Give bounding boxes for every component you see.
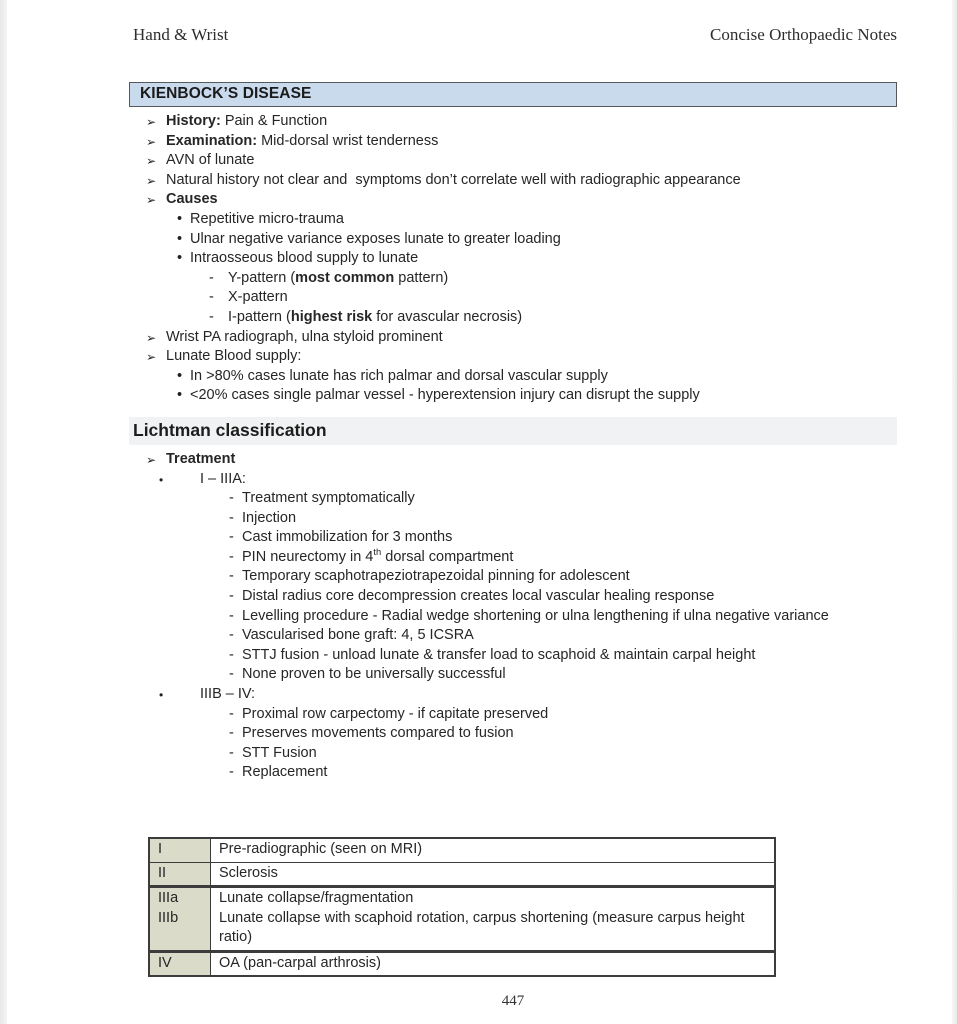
list-item xyxy=(129,509,897,529)
list-item-text xyxy=(166,152,254,168)
dash-bullet-icon: - xyxy=(229,646,234,663)
text-segment: STTJ fusion - unload lunate & transfer load to scaphoid & maintain carpal height xyxy=(242,646,756,663)
list-item-text xyxy=(242,546,514,565)
list-item-text xyxy=(200,686,255,702)
dash-bullet-icon: - xyxy=(229,568,234,585)
arrow-bullet-icon: ➢ xyxy=(146,193,157,208)
description-line: Pre-radiographic (seen on MRI) xyxy=(219,841,423,857)
list-item-text xyxy=(166,329,443,345)
list-item xyxy=(129,528,897,548)
dash-bullet-icon: - xyxy=(229,725,234,742)
list-item-text xyxy=(166,133,438,149)
list-item-text xyxy=(242,510,296,526)
stage-cell xyxy=(149,862,211,887)
stage-label: I xyxy=(158,841,163,857)
list-item-text xyxy=(242,725,514,741)
dot-bullet-icon: • xyxy=(177,250,183,267)
list-item-text xyxy=(228,309,522,325)
list-item xyxy=(129,450,897,470)
list-item xyxy=(129,210,897,230)
dot-bullet-icon: • xyxy=(159,688,164,703)
list-item xyxy=(129,685,897,705)
dot-bullet-icon: • xyxy=(177,230,183,247)
text-segment: Levelling procedure - Radial wedge shortening or ulna lengthening if ulna negative variance xyxy=(242,607,829,624)
text-segment: X-pattern xyxy=(228,289,288,306)
stage-cell xyxy=(149,887,211,952)
list-item xyxy=(129,724,897,744)
description-cell xyxy=(211,838,776,862)
list-item-text xyxy=(166,451,235,467)
text-segment: <20% cases single palmar vessel - hyperextension injury can disrupt the supply xyxy=(190,387,700,404)
list-item-text xyxy=(190,387,700,403)
list-item-text xyxy=(200,471,246,487)
list-item xyxy=(129,367,897,387)
list-item-text xyxy=(242,666,506,682)
list-item xyxy=(129,171,897,191)
list-item xyxy=(129,230,897,250)
document-page xyxy=(129,0,897,1009)
dot-bullet-icon: • xyxy=(177,387,183,404)
dot-bullet-icon: • xyxy=(177,210,183,227)
text-segment: PIN neurectomy in 4 xyxy=(242,548,374,565)
description-line: Lunate collapse with scaphoid rotation, carpus shortening (measure carpus height ratio) xyxy=(219,909,745,945)
dot-bullet-icon: • xyxy=(177,367,183,384)
text-segment: Cast immobilization for 3 months xyxy=(242,529,453,546)
text-segment: Lunate Blood supply: xyxy=(166,348,302,365)
list-item xyxy=(129,190,897,210)
dash-bullet-icon: - xyxy=(229,705,234,722)
stage-label: IIIa xyxy=(158,890,179,906)
stage-label: IV xyxy=(158,954,172,971)
arrow-bullet-icon: ➢ xyxy=(146,134,157,149)
text-segment: Vascularised bone graft: 4, 5 ICSRA xyxy=(242,627,474,644)
list-item xyxy=(129,548,897,568)
list-item-text xyxy=(166,191,218,207)
list-item-text xyxy=(242,706,548,722)
text-segment: dorsal compartment xyxy=(381,548,514,565)
text-segment: Y-pattern ( xyxy=(228,269,296,286)
list-item-text xyxy=(228,270,448,286)
list-item-text xyxy=(166,113,327,129)
text-segment: Injection xyxy=(242,509,297,526)
table-row xyxy=(149,951,775,976)
text-segment: Temporary scaphotrapeziotrapezoidal pinning for adolescent xyxy=(242,568,630,585)
list-item xyxy=(129,347,897,367)
text-segment: Treatment symptomatically xyxy=(242,490,415,507)
table-row xyxy=(149,862,775,887)
list-item-text xyxy=(190,368,608,384)
list-item-text xyxy=(242,490,415,506)
list-item xyxy=(129,328,897,348)
text-segment: I-pattern ( xyxy=(228,308,291,325)
list-item-text xyxy=(190,211,344,227)
list-item xyxy=(129,665,897,685)
text-segment: In >80% cases lunate has rich palmar and dorsal vascular supply xyxy=(190,367,608,384)
list-item-text xyxy=(242,529,452,545)
text-segment: Natural history not clear and symptoms don’t correlate well with radiographic appearance xyxy=(166,171,741,188)
header-chapter-title: Hand & Wrist xyxy=(133,25,229,44)
description-cell xyxy=(211,887,776,952)
dash-bullet-icon: - xyxy=(229,548,234,565)
dash-bullet-icon: - xyxy=(209,269,214,286)
dash-bullet-icon: - xyxy=(229,666,234,683)
list-item xyxy=(129,587,897,607)
text-segment: Proximal row carpectomy - if capitate preserved xyxy=(242,705,549,722)
dash-bullet-icon: - xyxy=(229,764,234,781)
text-segment: None proven to be universally successful xyxy=(242,666,506,683)
dot-bullet-icon: • xyxy=(159,472,164,487)
page-right-edge-shadow xyxy=(952,0,957,1024)
arrow-bullet-icon: ➢ xyxy=(146,452,157,467)
description-line: Sclerosis xyxy=(219,864,278,881)
list-item xyxy=(129,607,897,627)
page-left-edge-shadow xyxy=(0,0,7,1024)
list-item xyxy=(129,132,897,152)
list-item xyxy=(129,763,897,783)
text-segment: AVN of lunate xyxy=(166,152,255,169)
text-segment: Pain & Function xyxy=(220,113,328,129)
list-item-text xyxy=(166,172,741,188)
stage-cell xyxy=(149,838,211,862)
list-item xyxy=(129,308,897,328)
list-item xyxy=(129,112,897,132)
list-item xyxy=(129,567,897,587)
list-item-text xyxy=(242,745,317,761)
kienbock-bullet-list xyxy=(129,112,897,406)
text-segment: Ulnar negative variance exposes lunate to greater loading xyxy=(190,230,561,247)
text-segment: th xyxy=(373,546,382,558)
list-item-text xyxy=(190,250,418,266)
description-line: Lunate collapse/fragmentation xyxy=(219,890,414,906)
text-segment: Treatment xyxy=(166,450,236,467)
header-book-title: Concise Orthopaedic Notes xyxy=(710,25,897,44)
arrow-bullet-icon: ➢ xyxy=(146,350,157,365)
arrow-bullet-icon: ➢ xyxy=(146,154,157,169)
list-item-text xyxy=(242,647,755,663)
treatment-bullet-list xyxy=(129,450,897,783)
arrow-bullet-icon: ➢ xyxy=(146,173,157,188)
dash-bullet-icon: - xyxy=(229,490,234,507)
page-header xyxy=(129,0,897,45)
classification-table xyxy=(148,837,776,977)
arrow-bullet-icon: ➢ xyxy=(146,330,157,345)
list-item xyxy=(129,646,897,666)
text-segment: Causes xyxy=(166,191,218,208)
section-title-bar: KIENBOCK’S DISEASE xyxy=(129,82,897,107)
text-segment: I – IIIA: xyxy=(200,470,246,487)
table-row xyxy=(149,838,775,862)
list-item xyxy=(129,489,897,509)
text-segment: Mid-dorsal wrist tenderness xyxy=(257,132,439,149)
stage-label: IIIb xyxy=(158,909,179,926)
list-item-text xyxy=(228,289,288,305)
text-segment: most common xyxy=(295,269,395,286)
list-item-text xyxy=(166,348,301,364)
text-segment: Replacement xyxy=(242,764,328,781)
text-segment: highest risk xyxy=(290,308,373,325)
list-item xyxy=(129,744,897,764)
text-segment: for avascular necrosis) xyxy=(372,308,523,325)
classification-table-body xyxy=(149,838,775,976)
description-cell xyxy=(211,951,776,976)
stage-label: II xyxy=(158,864,167,881)
lichtman-classification-heading: Lichtman classification xyxy=(129,417,897,445)
table-row xyxy=(149,887,775,952)
list-item xyxy=(129,151,897,171)
dash-bullet-icon: - xyxy=(209,308,214,325)
text-segment: Intraosseous blood supply to lunate xyxy=(190,250,419,267)
text-segment: Preserves movements compared to fusion xyxy=(242,725,514,742)
list-item-text xyxy=(242,588,714,604)
dash-bullet-icon: - xyxy=(229,627,234,644)
dash-bullet-icon: - xyxy=(209,289,214,306)
list-item-text xyxy=(242,568,630,584)
list-item xyxy=(129,386,897,406)
text-segment: Distal radius core decompression creates local vascular healing response xyxy=(242,588,715,605)
dash-bullet-icon: - xyxy=(229,509,234,526)
description-cell xyxy=(211,862,776,887)
dash-bullet-icon: - xyxy=(229,607,234,624)
list-item xyxy=(129,705,897,725)
list-item xyxy=(129,269,897,289)
list-item-text xyxy=(242,608,829,624)
text-segment: Wrist PA radiograph, ulna styloid prominent xyxy=(166,328,443,345)
list-item xyxy=(129,626,897,646)
list-item xyxy=(129,470,897,490)
dash-bullet-icon: - xyxy=(229,529,234,546)
description-line: OA (pan-carpal arthrosis) xyxy=(219,954,381,971)
list-item xyxy=(129,288,897,308)
text-segment: IIIB – IV: xyxy=(200,686,256,703)
list-item-text xyxy=(190,231,561,247)
text-segment: STT Fusion xyxy=(242,744,317,761)
text-segment: pattern) xyxy=(394,269,449,286)
dash-bullet-icon: - xyxy=(229,588,234,605)
list-item-text xyxy=(242,764,327,780)
text-segment: Repetitive micro-trauma xyxy=(190,210,344,227)
page-number: 447 xyxy=(501,993,525,1009)
list-item-text xyxy=(242,627,474,643)
list-item xyxy=(129,249,897,269)
stage-cell xyxy=(149,951,211,976)
arrow-bullet-icon: ➢ xyxy=(146,115,157,129)
dash-bullet-icon: - xyxy=(229,744,234,761)
text-segment: Examination: xyxy=(166,132,258,149)
text-segment: History: xyxy=(166,113,221,129)
